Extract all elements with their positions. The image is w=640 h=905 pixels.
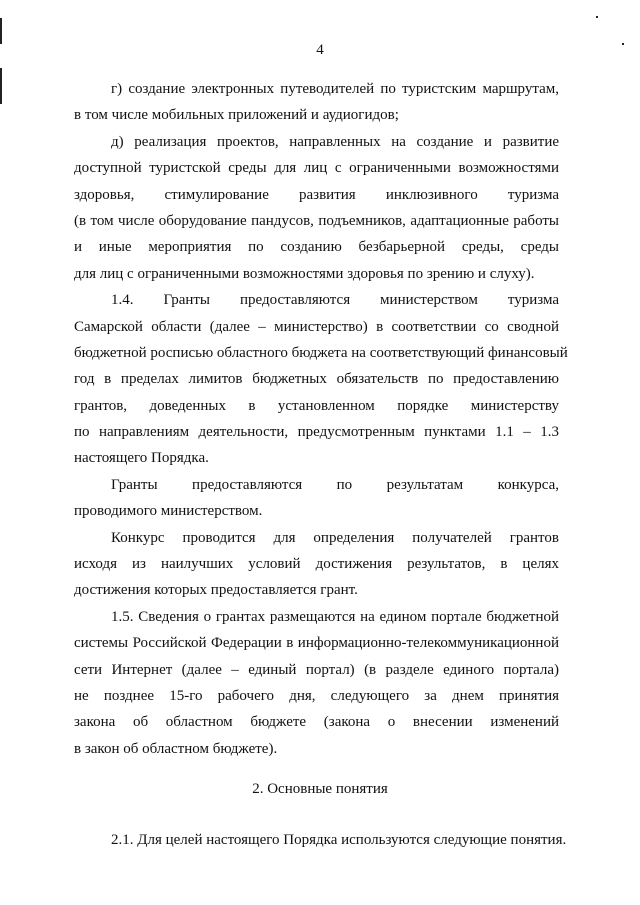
text-line: грантов, доведенных в установленном порядке министерству — [74, 397, 559, 414]
scan-edge-mark-top — [0, 18, 2, 44]
text-line: настоящего Порядка. — [74, 450, 209, 467]
page-number: 4 — [316, 42, 324, 58]
text-line: системы Российской Федерации в информационно-телекоммуникационной — [74, 635, 559, 652]
text-line: Конкурс проводится для определения получателей грантов — [111, 529, 559, 546]
text-line: Самарской области (далее – министерство) в соответствии со сводной — [74, 318, 559, 335]
text-line: здоровья, стимулирование развития инклюзивного туризма — [74, 186, 559, 203]
text-line: д) реализация проектов, направленных на создание и развитие — [111, 133, 559, 150]
text-line: бюджетной росписью областного бюджета на соответствующий финансовый — [74, 344, 568, 361]
scan-dot-top-right — [596, 16, 598, 18]
scan-edge-mark-middle — [0, 68, 2, 104]
text-line: 1.5. Сведения о грантах размещаются на едином портале бюджетной — [111, 608, 559, 625]
text-line: закона об областном бюджете (закона о внесении изменений — [74, 714, 559, 731]
text-line: год в пределах лимитов бюджетных обязательств по предоставлению — [74, 371, 559, 388]
text-line: исходя из наилучших условий достижения результатов, в целях — [74, 556, 559, 573]
text-line: проводимого министерством. — [74, 503, 263, 520]
text-line: в закон об областном бюджете). — [74, 740, 278, 757]
text-line: по направлениям деятельности, предусмотренным пунктами 1.1 – 1.3 — [74, 424, 559, 441]
section-heading: 2. Основные понятия — [252, 781, 388, 797]
text-line: 1.4. Гранты предоставляются министерством туризма — [111, 292, 559, 309]
text-line: в том числе мобильных приложений и аудиогидов; — [74, 107, 399, 124]
body-text — [74, 76, 568, 762]
text-line: не позднее 15-го рабочего дня, следующего за днем принятия — [74, 687, 559, 704]
text-line: (в том числе оборудование пандусов, подъемников, адаптационные работы — [74, 212, 559, 229]
text-line: Гранты предоставляются по результатам конкурса, — [111, 476, 559, 493]
paragraph-2-1: 2.1. Для целей настоящего Порядка используются следующие понятия. — [111, 832, 567, 848]
text-line: достижения которых предоставляется грант. — [74, 582, 358, 599]
text-line: сети Интернет (далее – единый портал) (в разделе единого портала) — [74, 661, 559, 678]
text-line: и иные мероприятия по созданию безбарьерной среды, среды — [74, 239, 559, 256]
text-line: г) создание электронных путеводителей по туристским маршрутам, — [111, 81, 559, 97]
text-line: для лиц с ограниченными возможностями здоровья по зрению и слуху). — [74, 265, 535, 282]
text-line: доступной туристской среды для лиц с ограниченными возможностями — [74, 160, 559, 177]
